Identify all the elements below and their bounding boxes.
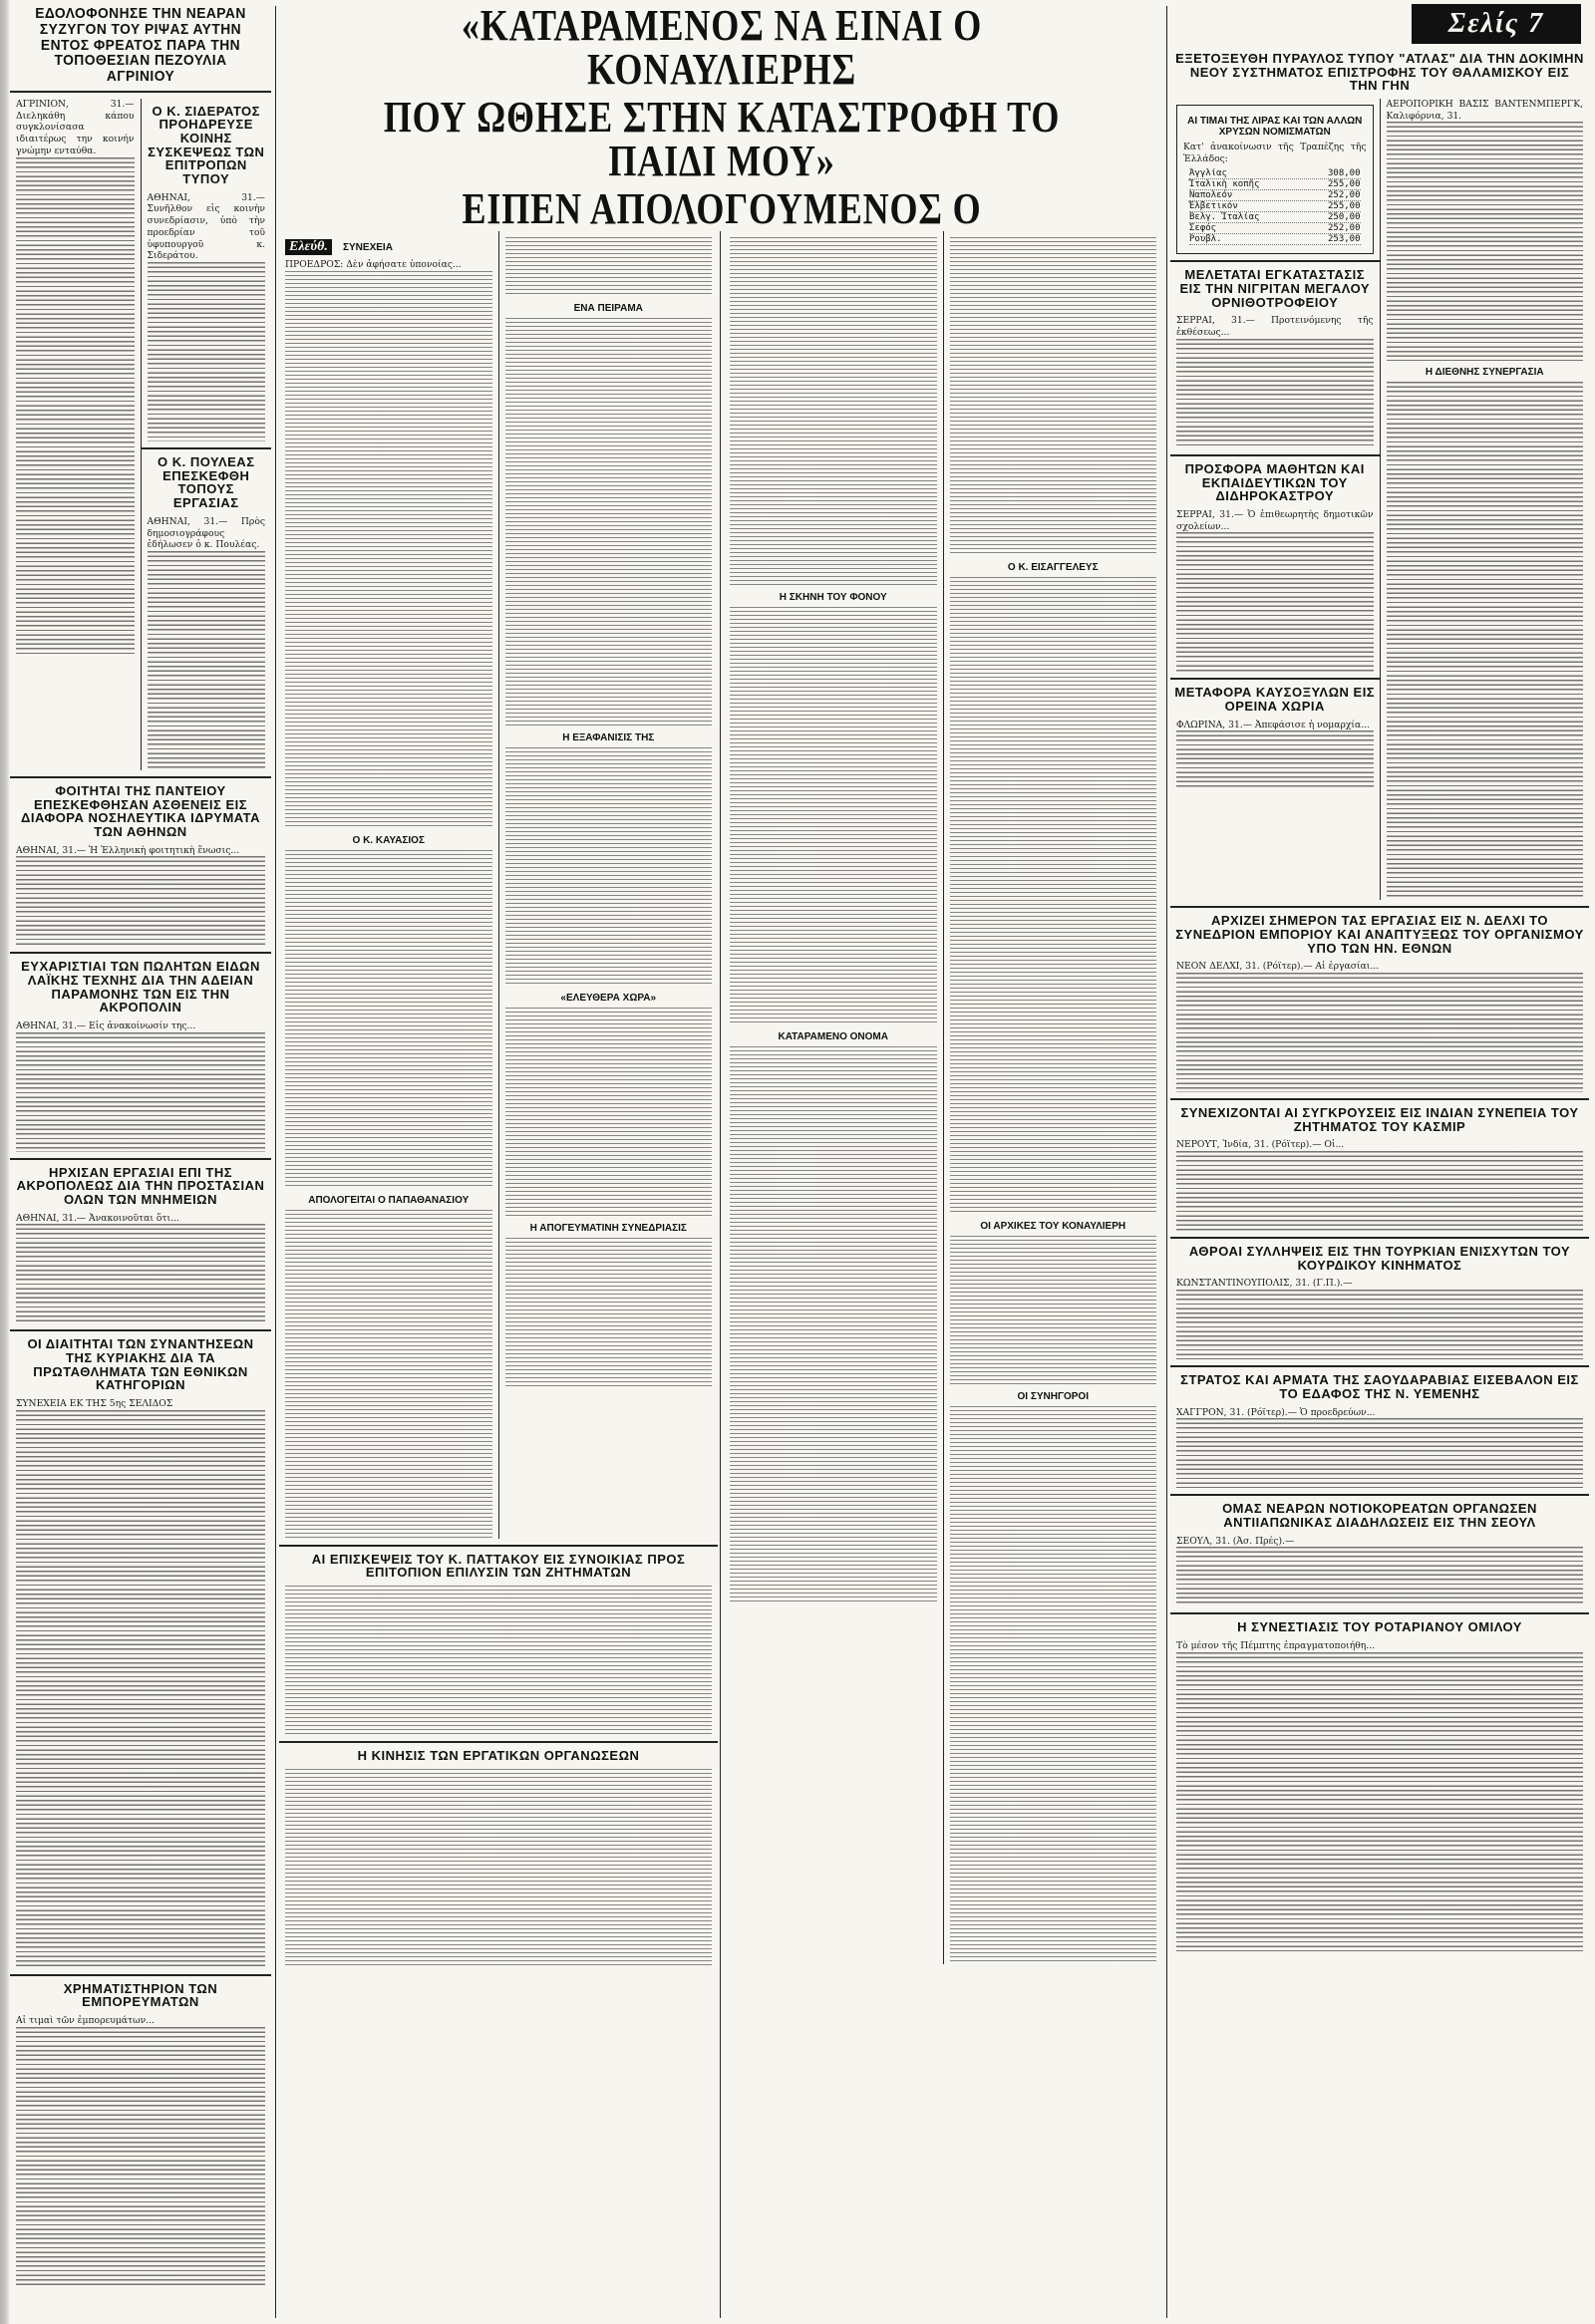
headline-kashmir-clashes: ΣΥΝΕΧΙΖΟΝΤΑΙ ΑΙ ΣΥΓΚΡΟΥΣΕΙΣ ΕΙΣ ΙΝΔΙΑΝ ΣΥΝΕΠΕΙΑ ΤΟΥ ΖΗΤΗΜΑΤΟΣ ΤΟΥ ΚΑΣΜΙΡ bbox=[1180, 1105, 1579, 1134]
divider bbox=[279, 1741, 718, 1743]
section-exafanisis: Η ΕΞΑΦΑΝΙΣΙΣ ΤΗΣ bbox=[562, 732, 655, 743]
gold-prices-title: ΑΙ ΤΙΜΑΙ ΤΗΣ ΛΙΡΑΣ ΚΑΙ ΤΩΝ ΑΛΛΩΝ ΧΡΥΣΩΝ ΝΟΜΙΣΜΑΤΩΝ bbox=[1187, 115, 1363, 138]
section-afternoon-session: Η ΑΠΟΓΕΥΜΑΤΙΝΗ ΣΥΝΕΔΡΙΑΣΙΣ bbox=[529, 1223, 687, 1234]
article-murder-lead: ΑΓΡΙΝΙΟΝ, 31.— Διεληκάθη κάπου συγκλονίσασα ιδιαιτέρως την κοινήν γνώμην ενταύθα. bbox=[16, 98, 135, 156]
divider bbox=[1170, 260, 1380, 262]
coin-name: Ρουβλ. bbox=[1189, 234, 1222, 245]
page-number-logo: Σελίς 7 bbox=[1412, 4, 1581, 44]
coin-price: 252,00 bbox=[1327, 190, 1361, 201]
coin-name: Ἰταλικὴ κοπῆς bbox=[1189, 179, 1260, 190]
article-kashmir-lead: ΝΕΡΟΥΤ, Ἰνδία, 31. (Ρόϊτερ).— Οἱ... bbox=[1176, 1139, 1345, 1151]
article-new-delhi-lead: ΝΕΟΝ ΔΕΛΧΙ, 31. (Ρόϊτερ).— Αἱ ἐργασίαι... bbox=[1176, 961, 1380, 973]
split-block bbox=[1170, 99, 1589, 901]
section-international-cooperation: Η ΔΙΕΘΝΗΣ ΣΥΝΕΡΓΑΣΙΑ bbox=[1425, 367, 1544, 379]
section-scene: Η ΣΚΗΝΗ ΤΟΥ ΦΟΝΟΥ bbox=[779, 592, 887, 603]
divider bbox=[279, 1545, 718, 1547]
article-turkey-text bbox=[1176, 1290, 1583, 1359]
article-press-committee-text bbox=[148, 262, 266, 441]
continued-label: ΣΥΝΕΧΕΙΑ bbox=[343, 242, 393, 253]
coin-name: Ναπολεόν bbox=[1189, 190, 1233, 201]
banner-line-1: «ΚΑΤΑΡΑΜΕΝΟΣ ΝΑ ΕΙΝΑΙ Ο ΚΟΝΑΥΛΙΕΡΗΣ bbox=[461, 1, 983, 94]
article-atlas-text bbox=[1387, 122, 1584, 361]
coin-price: 255,00 bbox=[1327, 201, 1361, 212]
gold-price-row bbox=[1189, 201, 1361, 212]
article-students-text bbox=[1176, 532, 1374, 672]
article-poultry-lead: ΣΕΡΡΑΙ, 31.— Προτεινόμενης τῆς ἐκθέσεως... bbox=[1176, 315, 1374, 339]
gold-prices-intro: Κατ' ἀνακοίνωσιν τῆς Τραπέζης τῆς Ἑλλάδος: bbox=[1183, 141, 1367, 164]
divider bbox=[1170, 1494, 1589, 1496]
headline-acropolis-works: ΗΡΧΙΣΑΝ ΕΡΓΑΣΙΑΙ ΕΠΙ ΤΗΣ ΑΚΡΟΠΟΛΕΩΣ ΔΙΑ ΤΗΝ ΠΡΟΣΤΑΣΙΑΝ ΟΛΩΝ ΤΩΝ ΜΝΗΜΕΙΩΝ bbox=[16, 1164, 265, 1207]
banner-line-2: ΠΟΥ ΩΘΗΣΕ ΣΤΗΝ ΚΑΤΑΣΤΡΟΦΗ ΤΟ ΠΑΙΔΙ ΜΟΥ» bbox=[383, 93, 1061, 185]
divider bbox=[10, 1158, 271, 1160]
section-peirama: ΕΝΑ ΠΕΙΡΑΜΑ bbox=[573, 303, 643, 314]
continued-label-row bbox=[285, 235, 492, 255]
article-labor-text bbox=[285, 1769, 712, 1968]
article-poultry-text bbox=[1176, 339, 1374, 448]
gold-price-row bbox=[1189, 223, 1361, 234]
article-saudi-lead: ΧΑΓΓΡΟΝ, 31. (Ρόϊτερ).— Ὁ προεδρεύων... bbox=[1176, 1406, 1376, 1418]
newspaper-logo-inline: Ελεύθ. bbox=[285, 239, 332, 255]
headline-folk-art: ΕΥΧΑΡΙΣΤΙΑΙ ΤΩΝ ΠΩΛΗΤΩΝ ΕΙΔΩΝ ΛΑΪΚΗΣ ΤΕΧΝΗΣ ΔΙΑ ΤΗΝ ΑΔΕΙΑΝ ΠΑΡΑΜΟΝΗΣ ΤΩΝ ΕΙΣ ΤΗΝ ΑΚΡΟΠΟΛΙΝ bbox=[21, 959, 260, 1016]
coin-price: 255,00 bbox=[1327, 179, 1361, 190]
column-4 bbox=[1170, 0, 1589, 2324]
section-eisaggeleus: Ο Κ. ΕΙΣΑΓΓΕΛΕΥΣ bbox=[1007, 562, 1099, 573]
divider bbox=[10, 1974, 271, 1976]
headline-rotary-dinner: Η ΣΥΝΕΣΤΙΑΣΙΣ ΤΟΥ ΡΟΤΑΡΙΑΝΟΥ ΟΜΙΛΟΥ bbox=[1237, 1619, 1522, 1635]
headline-new-delhi-congress: ΑΡΧΙΖΕΙ ΣΗΜΕΡΟΝ ΤΑΣ ΕΡΓΑΣΙΑΣ ΕΙΣ Ν. ΔΕΛΧΙ ΤΟ ΣΥΝΕΔΡΙΟΝ ΕΜΠΟΡΙΟΥ ΚΑΙ ΑΝΑΠΤΥΞΕΩΣ ΤΟΥ ΟΡΓΑΝΙΣΜΟΥ ΥΠΟ ΤΩΝ ΗΝ. ΕΘΝΩΝ bbox=[1175, 913, 1584, 956]
section-apologeitai: ΑΠΟΛΟΓΕΙΤΑΙ Ο ΠΑΠΑΘΑΝΑΣΙΟΥ bbox=[308, 1194, 470, 1206]
article-new-delhi-text bbox=[1176, 973, 1583, 1092]
story-text-block bbox=[950, 1406, 1157, 1964]
gold-price-row bbox=[1189, 179, 1361, 190]
article-commodity-lead: Αἱ τιμαὶ τῶν ἐμπορευμάτων... bbox=[16, 2015, 155, 2026]
story-text-block bbox=[730, 607, 937, 1025]
gold-prices-box bbox=[1176, 105, 1374, 255]
article-firewood-lead: ΦΛΩΡΙΝΑ, 31.— Ἀπεφάσισε ἡ νομαρχία... bbox=[1176, 719, 1370, 730]
headline-poultry-farm: ΜΕΛΕΤΑΤΑΙ ΕΓΚΑΤΑΣΤΑΣΙΣ ΕΙΣ ΤΗΝ ΝΙΓΡΙΤΑΝ ΜΕΓΑΛΟΥ ΟΡΝΙΘΟΤΡΟΦΕΙΟΥ bbox=[1179, 267, 1370, 310]
article-rotary-lead: Τὸ μέσον τῆς Πέμπτης ἐπραγματοποιήθη... bbox=[1176, 1639, 1376, 1651]
story-text-block bbox=[285, 271, 492, 829]
coin-price: 308,00 bbox=[1327, 168, 1361, 179]
divider bbox=[1170, 1098, 1589, 1100]
coin-name: Σεφός bbox=[1189, 223, 1217, 234]
section-elefthera-chora: «ΕΛΕΥΘΕΡΑ ΧΩΡΑ» bbox=[560, 993, 657, 1004]
gold-prices-table bbox=[1189, 168, 1361, 245]
article-referees-text bbox=[16, 1410, 265, 1968]
story-text-block bbox=[950, 1236, 1157, 1385]
headline-labor-organizations: Η ΚΙΝΗΣΙΣ ΤΩΝ ΕΡΓΑΤΙΚΩΝ ΟΡΓΑΝΩΣΕΩΝ bbox=[357, 1748, 640, 1764]
coin-name: Βελγ. Ἰταλίας bbox=[1189, 212, 1260, 223]
story-text-block bbox=[730, 1046, 937, 1604]
headline-panteios: ΦΟΙΤΗΤΑΙ ΤΗΣ ΠΑΝΤΕΙΟΥ ΕΠΕΣΚΕΦΘΗΣΑΝ ΑΣΘΕΝΕΙΣ ΕΙΣ ΔΙΑΦΟΡΑ ΝΟΣΗΛΕΥΤΙΚΑ ΙΔΡΥΜΑΤΑ ΤΩΝ ΑΘΗΝΩΝ bbox=[21, 783, 260, 839]
gold-price-row bbox=[1189, 234, 1361, 245]
divider bbox=[10, 91, 271, 93]
article-turkey-lead: ΚΩΝΣΤΑΝΤΙΝΟΥΠΟΛΙΣ, 31. (Γ.Π.).— bbox=[1176, 1278, 1353, 1290]
headline-students-offer: ΠΡΟΣΦΟΡΑ ΜΑΘΗΤΩΝ ΚΑΙ ΕΚΠΑΙΔΕΥΤΙΚΩΝ ΤΟΥ ΔΙΔΗΡΟΚΑΣΤΡΟΥ bbox=[1184, 460, 1365, 504]
gold-price-row bbox=[1189, 190, 1361, 201]
headline-turkey-arrests: ΑΘΡΟΑΙ ΣΥΛΛΗΨΕΙΣ ΕΙΣ ΤΗΝ ΤΟΥΡΚΙΑΝ ΕΝΙΣΧΥΤΩΝ ΤΟΥ ΚΟΥΡΔΙΚΟΥ ΚΙΝΗΜΑΤΟΣ bbox=[1188, 1244, 1571, 1273]
article-folk-art-text bbox=[16, 1032, 265, 1152]
story-text-block bbox=[505, 318, 713, 726]
headline-atlas-rocket: ΕΞΕΤΟΞΕΥΘΗ ΠΥΡΑΥΛΟΣ ΤΥΠΟΥ "ΑΤΛΑΣ" ΔΙΑ ΤΗΝ ΔΟΚΙΜΗΝ ΝΕΟΥ ΣΥΣΤΗΜΑΤΟΣ ΕΠΙΣΤΡΟΦΗΣ ΤΟΥ ΘΑΛΑΜΙΣΚΟΥ ΕΙΣ ΤΗΝ ΓΗΝ bbox=[1175, 51, 1584, 94]
story-text-block bbox=[950, 237, 1157, 556]
story-text-block bbox=[950, 577, 1157, 1215]
divider bbox=[10, 1329, 271, 1331]
gold-price-row bbox=[1189, 212, 1361, 223]
coin-name: Ἑλβετικόν bbox=[1189, 201, 1238, 212]
column-3 bbox=[724, 231, 1162, 2324]
banner-line-3: ΕΙΠΕΝ ΑΠΟΛΟΓΟΥΜΕΝΟΣ Ο bbox=[462, 184, 982, 229]
split-block bbox=[10, 99, 271, 770]
story-text-block bbox=[505, 747, 713, 987]
article-panteios-text bbox=[16, 856, 265, 946]
headline-seoul-demonstrations: ΟΜΑΣ ΝΕΑΡΩΝ ΝΟΤΙΟΚΟΡΕΑΤΩΝ ΟΡΓΑΝΩΣΕΝ ΑΝΤΙΙΑΠΩΝΙΚΑΣ ΔΙΑΔΗΛΩΣΕΙΣ ΕΙΣ ΤΗΝ ΣΕΟΥΛ bbox=[1222, 1501, 1537, 1530]
story-continued-lead: ΠΡΟΕΔΡΟΣ: Δὲν ἀφήσατε ὑπονοίας... bbox=[285, 259, 462, 270]
column-2 bbox=[279, 231, 718, 2324]
divider bbox=[142, 447, 272, 449]
article-seoul-lead: ΣΕΟΥΛ, 31. (Ἀσ. Πρές).— bbox=[1176, 1535, 1295, 1547]
section-kataramen-onoma: ΚΑΤΑΡΑΜΕΝΟ ΟΝΟΜΑ bbox=[778, 1031, 888, 1042]
article-seoul-text bbox=[1176, 1547, 1583, 1606]
main-banner bbox=[279, 0, 1164, 229]
section-kavasios: Ο Κ. ΚΑΥΑΣΙΟΣ bbox=[352, 834, 425, 846]
story-text-block bbox=[285, 850, 492, 1189]
article-atlas-lead: ΑΕΡΟΠΟΡΙΚΗ ΒΑΣΙΣ ΒΑΝΤΕΝΜΠΕΡΓΚ, Καλιφόρνια, 31. bbox=[1386, 98, 1583, 122]
article-rotary-text bbox=[1176, 1652, 1583, 1951]
story-cols-b bbox=[724, 231, 1162, 1964]
article-murder-text bbox=[16, 157, 135, 656]
coin-price: 252,00 bbox=[1327, 223, 1361, 234]
coin-price: 253,00 bbox=[1327, 234, 1361, 245]
divider bbox=[10, 776, 271, 778]
headline-pattakos-visits: ΑΙ ΕΠΙΣΚΕΨΕΙΣ ΤΟΥ Κ. ΠΑΤΤΑΚΟΥ ΕΙΣ ΣΥΝΟΙΚΙΑΣ ΠΡΟΣ ΕΠΙΤΟΠΙΟΝ ΕΠΙΛΥΣΙΝ ΤΩΝ ΖΗΤΗΜΑΤΩΝ bbox=[311, 1551, 686, 1581]
divider bbox=[1170, 1237, 1589, 1239]
article-students-lead: ΣΕΡΡΑΙ, 31.— Ὁ ἐπιθεωρητὴς δημοτικῶν σχολείων... bbox=[1176, 508, 1374, 532]
article-commodity-text bbox=[16, 2027, 265, 2286]
article-referees-lead: ΣΥΝΕΧΕΙΑ ΕΚ ΤΗΣ 5ης ΣΕΛΙΔΟΣ bbox=[16, 1397, 173, 1409]
section-synigoroi: ΟΙ ΣΥΝΗΓΟΡΟΙ bbox=[1017, 1391, 1089, 1402]
headline-saudi-yemen: ΣΤΡΑΤΟΣ ΚΑΙ ΑΡΜΑΤΑ ΤΗΣ ΣΑΟΥΔΑΡΑΒΙΑΣ ΕΙΣΕΒΑΛΟΝ ΕΙΣ ΤΟ ΕΔΑΦΟΣ ΤΗΣ Ν. ΥΕΜΕΝΗΣ bbox=[1180, 1372, 1579, 1401]
article-saudi-text bbox=[1176, 1418, 1583, 1488]
article-pouleas-lead: ΑΘΗΝΑΙ, 31.— Πρὸς δημοσιογράφους ἐδήλωσεν ὁ κ. Πουλέας. bbox=[147, 515, 265, 551]
divider bbox=[10, 952, 271, 954]
column-rule bbox=[275, 6, 276, 2318]
coin-name: Ἀγγλίας bbox=[1189, 168, 1227, 179]
column-rule bbox=[1166, 6, 1167, 2318]
story-cols-a bbox=[279, 231, 718, 1539]
coin-price: 250,00 bbox=[1327, 212, 1361, 223]
page-edge-shadow bbox=[0, 0, 10, 2324]
article-pattakos-text bbox=[285, 1586, 712, 1735]
section-konavlieris: ΟΙ ΑΡΧΙΚΕΣ ΤΟΥ ΚΟΝΑΥΛΙΕΡΗ bbox=[980, 1221, 1126, 1232]
article-cooperation-text bbox=[1387, 382, 1584, 900]
story-text-block bbox=[505, 237, 713, 297]
headline-pouleas: Ο Κ. ΠΟΥΛΕΑΣ ΕΠΕΣΚΕΦΘΗ ΤΟΠΟΥΣ ΕΡΓΑΣΙΑΣ bbox=[158, 454, 255, 511]
headline-murder: ΕΔΟΛΟΦΟΝΗΣΕ ΤΗΝ ΝΕΑΡΑΝ ΣΥΖΥΓΟΝ ΤΟΥ ΡΙΨΑΣ ΑΥΤΗΝ ΕΝΤΟΣ ΦΡΕΑΤΟΣ ΠΑΡΑ ΤΗΝ ΤΟΠΟΘΕΣΙΑΝ ΠΕΖΟΥΛΙΑ ΑΓΡΙΝΙΟΥ bbox=[35, 5, 246, 85]
article-firewood-text bbox=[1176, 730, 1374, 790]
article-panteios-lead: ΑΘΗΝΑΙ, 31.— Ἡ Ἑλληνικὴ φοιτητικὴ ἕνωσις... bbox=[16, 844, 240, 856]
story-text-block bbox=[730, 237, 937, 586]
article-acropolis-lead: ΑΘΗΝΑΙ, 31.— Ἀνακοινοῦται ὅτι... bbox=[16, 1212, 179, 1224]
divider bbox=[1170, 678, 1380, 680]
headline-press-committee: Ο Κ. ΣΙΔΕΡΑΤΟΣ ΠΡΟΗΔΡΕΥΣΕ ΚΟΙΝΗΣ ΣΥΣΚΕΨΕΩΣ ΤΩΝ ΕΠΙΤΡΟΠΩΝ ΤΥΠΟΥ bbox=[148, 103, 265, 186]
headline-referees: ΟΙ ΔΙΑΙΤΗΤΑΙ ΤΩΝ ΣΥΝΑΝΤΗΣΕΩΝ ΤΗΣ ΚΥΡΙΑΚΗΣ ΔΙΑ ΤΑ ΠΡΩΤΑΘΛΗΜΑΤΑ ΤΩΝ ΕΘΝΙΚΩΝ ΚΑΤΗΓΟΡΙΩΝ bbox=[27, 1336, 254, 1393]
article-kashmir-text bbox=[1176, 1151, 1583, 1231]
article-pouleas-text bbox=[148, 551, 266, 770]
divider bbox=[1170, 454, 1380, 456]
article-acropolis-text bbox=[16, 1224, 265, 1323]
column-1 bbox=[10, 0, 271, 2324]
column-rule bbox=[720, 231, 721, 2318]
story-text-block bbox=[505, 1008, 713, 1217]
divider bbox=[1170, 906, 1589, 908]
divider bbox=[1170, 1365, 1589, 1367]
headline-firewood: ΜΕΤΑΦΟΡΑ ΚΑΥΣΟΞΥΛΩΝ ΕΙΣ ΟΡΕΙΝΑ ΧΩΡΙΑ bbox=[1174, 685, 1376, 714]
article-press-committee-lead: ΑΘΗΝΑΙ, 31.— Συνῆλθον εἰς κοινὴν συνεδρίασιν, ὑπὸ τὴν προεδρίαν τοῦ ὑφυπουργοῦ κ. Σιδεράτου. bbox=[147, 191, 265, 262]
story-text-block bbox=[505, 1238, 713, 1387]
story-text-block bbox=[285, 1210, 492, 1539]
headline-commodity-exchange: ΧΡΗΜΑΤΙΣΤΗΡΙΟΝ ΤΩΝ ΕΜΠΟΡΕΥΜΑΤΩΝ bbox=[63, 1980, 218, 2010]
article-folk-art-lead: ΑΘΗΝΑΙ, 31.— Εἰς ἀνακοίνωσίν της... bbox=[16, 1019, 196, 1031]
gold-price-row bbox=[1189, 168, 1361, 179]
divider bbox=[1170, 1612, 1589, 1614]
